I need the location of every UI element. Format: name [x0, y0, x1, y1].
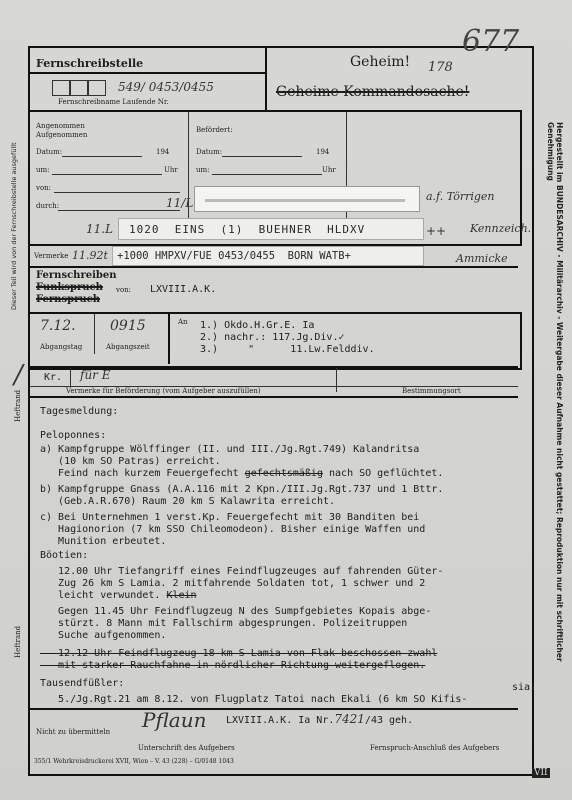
- vermerke-bottom-line: [30, 266, 518, 268]
- signature-aufgeber: Pflaun: [142, 708, 207, 732]
- year-1: 194: [156, 148, 170, 156]
- uhr-label-2: Uhr: [322, 166, 336, 174]
- befoerdert-label: Befördert:: [196, 126, 233, 134]
- recipient-1: 1.) Okdo.H.Gr.E. Ia: [200, 320, 315, 331]
- geheim-number: 178: [428, 60, 453, 75]
- abgangstag-value: 7.12.: [40, 318, 76, 334]
- um-label-1: um:: [36, 166, 50, 174]
- body-line-12: 12.00 Uhr Tiefangriff eines Feindflugzeuges auf fahrenden Güter-: [40, 566, 444, 577]
- body-line-18: [40, 648, 437, 660]
- struck-word-2: Klein: [166, 590, 197, 601]
- signature-hand: a.f. Törrigen: [426, 190, 495, 203]
- teletype-line-2: [112, 246, 424, 266]
- body-line-21: 5./Jg.Rgt.21 am 8.12. von Flugplatz Tatoi nach Ekali (6 km SO Kifis-: [40, 694, 468, 705]
- fernsprech-label: Fernspruch-Anschluß des Aufgebers: [370, 744, 500, 752]
- kr-line-bottom: [30, 396, 518, 398]
- unterschrift-label: Unterschrift des Aufgebers: [138, 744, 235, 752]
- footer-suffix: /43 geh.: [364, 715, 414, 726]
- body-line-13: Zug 26 km S Lamia. 2 mitfahrende Soldaten tot, 1 schwer und 2: [40, 578, 426, 589]
- durch-line-1: [58, 210, 180, 211]
- hand-right-1: Kennzeich.: [470, 222, 532, 235]
- datum-label-1: Datum:: [36, 148, 63, 156]
- fernschreiben-label: Fernschreiben: [36, 270, 117, 281]
- nicht-uebermitteln: Nicht zu übermitteln: [36, 728, 111, 736]
- angenommen-label: Angenommen Aufgenommen: [36, 122, 88, 139]
- datum-line-2: [222, 156, 302, 157]
- uhr-label-1: Uhr: [164, 166, 178, 174]
- um-line-2: [212, 174, 322, 175]
- body-line-3: a) Kampfgruppe Wölffinger (II. und III./Jg.Rgt.749) Kalandritsa: [40, 444, 420, 455]
- fernschreibstelle-title: Fernschreibstelle: [36, 57, 144, 70]
- body-line-5-tail: nach SO geflüchtet.: [322, 468, 444, 479]
- heftrand-label-2: Heftrand: [14, 625, 22, 658]
- teletype-smudge: [205, 199, 405, 202]
- struck-word-3: zwahl: [407, 648, 438, 659]
- corner-mark: VII: [534, 768, 548, 778]
- kr-hand: für E: [80, 368, 111, 382]
- laufende-nr-label: Fernschreibname Laufende Nr.: [58, 98, 169, 106]
- funkspruch-label: Funkspruch: [36, 282, 103, 293]
- von-label-3: von:: [116, 286, 132, 294]
- body-line-14: [40, 590, 197, 602]
- year-2: 194: [316, 148, 330, 156]
- abgangstag-label: Abgangstag: [40, 343, 83, 351]
- body-line-17: Suche aufgenommen.: [40, 630, 167, 641]
- left-margin-note: Dieser Teil wird von der Fernschreibstelle ausgefüllt: [10, 142, 18, 310]
- body-line-2: Peloponnes:: [40, 430, 107, 441]
- body-line-20: Tausendfüßler:: [40, 678, 125, 689]
- abgangszeit-label: Abgangszeit: [106, 343, 150, 351]
- body-line-15: Gegen 11.45 Uhr Feindflugzeug N des Sumpfgebietes Kopais abge-: [40, 606, 432, 617]
- dispatch-vline-1: [94, 314, 95, 354]
- body-line-0: Tagesmeldung:: [40, 406, 119, 417]
- durch-hand: 11/L: [166, 196, 194, 210]
- teletype-strip-top: [194, 186, 420, 212]
- page-number-hand: 677: [462, 24, 520, 59]
- body-line-18-text: 12.12 Uhr Feindflugzeug 18 km S Lamia von Flak beschossen: [40, 648, 408, 659]
- footer-top-line: [30, 708, 518, 710]
- body-line-4: (10 km SO Patras) erreicht.: [40, 456, 221, 467]
- geheim-label: Geheim!: [350, 54, 411, 70]
- body-line-8: c) Bei Unternehmen 1 verst.Kp. Feuergefecht mit 30 Banditen bei: [40, 512, 420, 523]
- kr-label: Kr.: [44, 372, 63, 383]
- sia-suffix: sia): [512, 682, 537, 693]
- hand-row-left: 11.L: [86, 222, 114, 236]
- archive-margin-note: Hergestellt im BUNDESARCHIV - Militärarchiv - Weitergabe dieser Aufnahme nicht gestattet; Reproduktion nur mit schriftlicher Genehmigung: [546, 122, 564, 662]
- struck-word-1: gefechtsmäßig: [244, 468, 323, 479]
- body-line-14-text: leicht verwundet.: [40, 590, 167, 601]
- nr-box-2: [70, 80, 88, 96]
- laufende-nr-value: 549/ 0453/0455: [118, 80, 214, 94]
- vermerke-label: Vermerke: [34, 252, 69, 260]
- um-line-1: [52, 174, 162, 175]
- footer-ref-text: LXVIII.A.K. Ia Nr.: [226, 715, 335, 726]
- recipient-3: 3.) " 11.Lw.Felddiv.: [200, 344, 375, 355]
- footer-num: 7421: [334, 712, 365, 726]
- body-line-9: Hagionorion (7 km SSO Chileomodeon). Bisher einige Waffen und: [40, 524, 426, 535]
- vermerke-hand: 11.92t: [72, 249, 108, 262]
- an-box-label: An: [178, 318, 188, 326]
- plus-marks: ++: [426, 224, 447, 238]
- teletype-line-2-text: +1000 HMPXV/FUE 0453/0455 BORN WATB+: [117, 250, 351, 262]
- datum-line-1: [62, 156, 142, 157]
- teletype-line-1: [118, 218, 424, 240]
- dispatch-vline-2: [168, 314, 170, 364]
- kommandosache-label: Geheime Kommandosache!: [276, 84, 470, 100]
- hand-right-2: Ammicke: [456, 252, 508, 265]
- body-line-5: [40, 468, 443, 480]
- von-unit: LXVIII.A.K.: [150, 284, 217, 295]
- body-line-16: stürzt. 8 Mann mit Fallschirm abgesprungen. Polizeitruppen: [40, 618, 408, 629]
- um-label-2: um:: [196, 166, 210, 174]
- body-line-6: b) Kampfgruppe Gnass (A.A.116 mit 2 Kpn./III.Jg.Rgt.737 und 1 Bttr.: [40, 484, 444, 495]
- header-divider: [30, 72, 266, 74]
- nr-box-3: [88, 80, 106, 96]
- durch-label-1: durch:: [36, 202, 60, 210]
- von-label-1: von:: [36, 184, 52, 192]
- kr-vline-1: [70, 368, 71, 386]
- body-line-11: Böotien:: [40, 550, 89, 561]
- printer-imprint: 355/1 Wehrkreisdruckerei XVII, Wien – V. 43 (228) – G/0148 1043: [34, 758, 234, 765]
- abgangszeit-value: 0915: [110, 318, 146, 334]
- fernspruch-label: Fernspruch: [36, 294, 100, 305]
- kr-hand-mark: /: [14, 360, 23, 390]
- vermerke-befoerderung-label: Vermerke für Beförderung (vom Aufgeber auszufüllen): [66, 387, 261, 395]
- heftrand-label: Heftrand: [14, 389, 22, 422]
- body-line-7: (Geb.A.R.670) Raum 20 km S Kalawrita erreicht.: [40, 496, 336, 507]
- nr-box-1: [52, 80, 70, 96]
- datum-label-2: Datum:: [196, 148, 223, 156]
- teletype-line-1-text: 1020 EINS (1) BUEHNER HLDXV: [129, 223, 366, 236]
- kr-vline-2: [336, 368, 337, 392]
- body-line-5-text: Feind nach kurzem Feuergefecht: [40, 468, 245, 479]
- footer-ref: [226, 712, 413, 726]
- body-line-19: mit starker Rauchfahne in nördlicher Richtung weitergeflogen.: [40, 660, 426, 671]
- body-line-10: Munition erbeutet.: [40, 536, 167, 547]
- header-vline: [265, 46, 267, 112]
- recipient-2: 2.) nachr.: 117.Jg.Div.✓: [200, 332, 345, 343]
- bestimmungsort-label: Bestimmungsort: [402, 387, 461, 395]
- von-line-1: [54, 192, 180, 193]
